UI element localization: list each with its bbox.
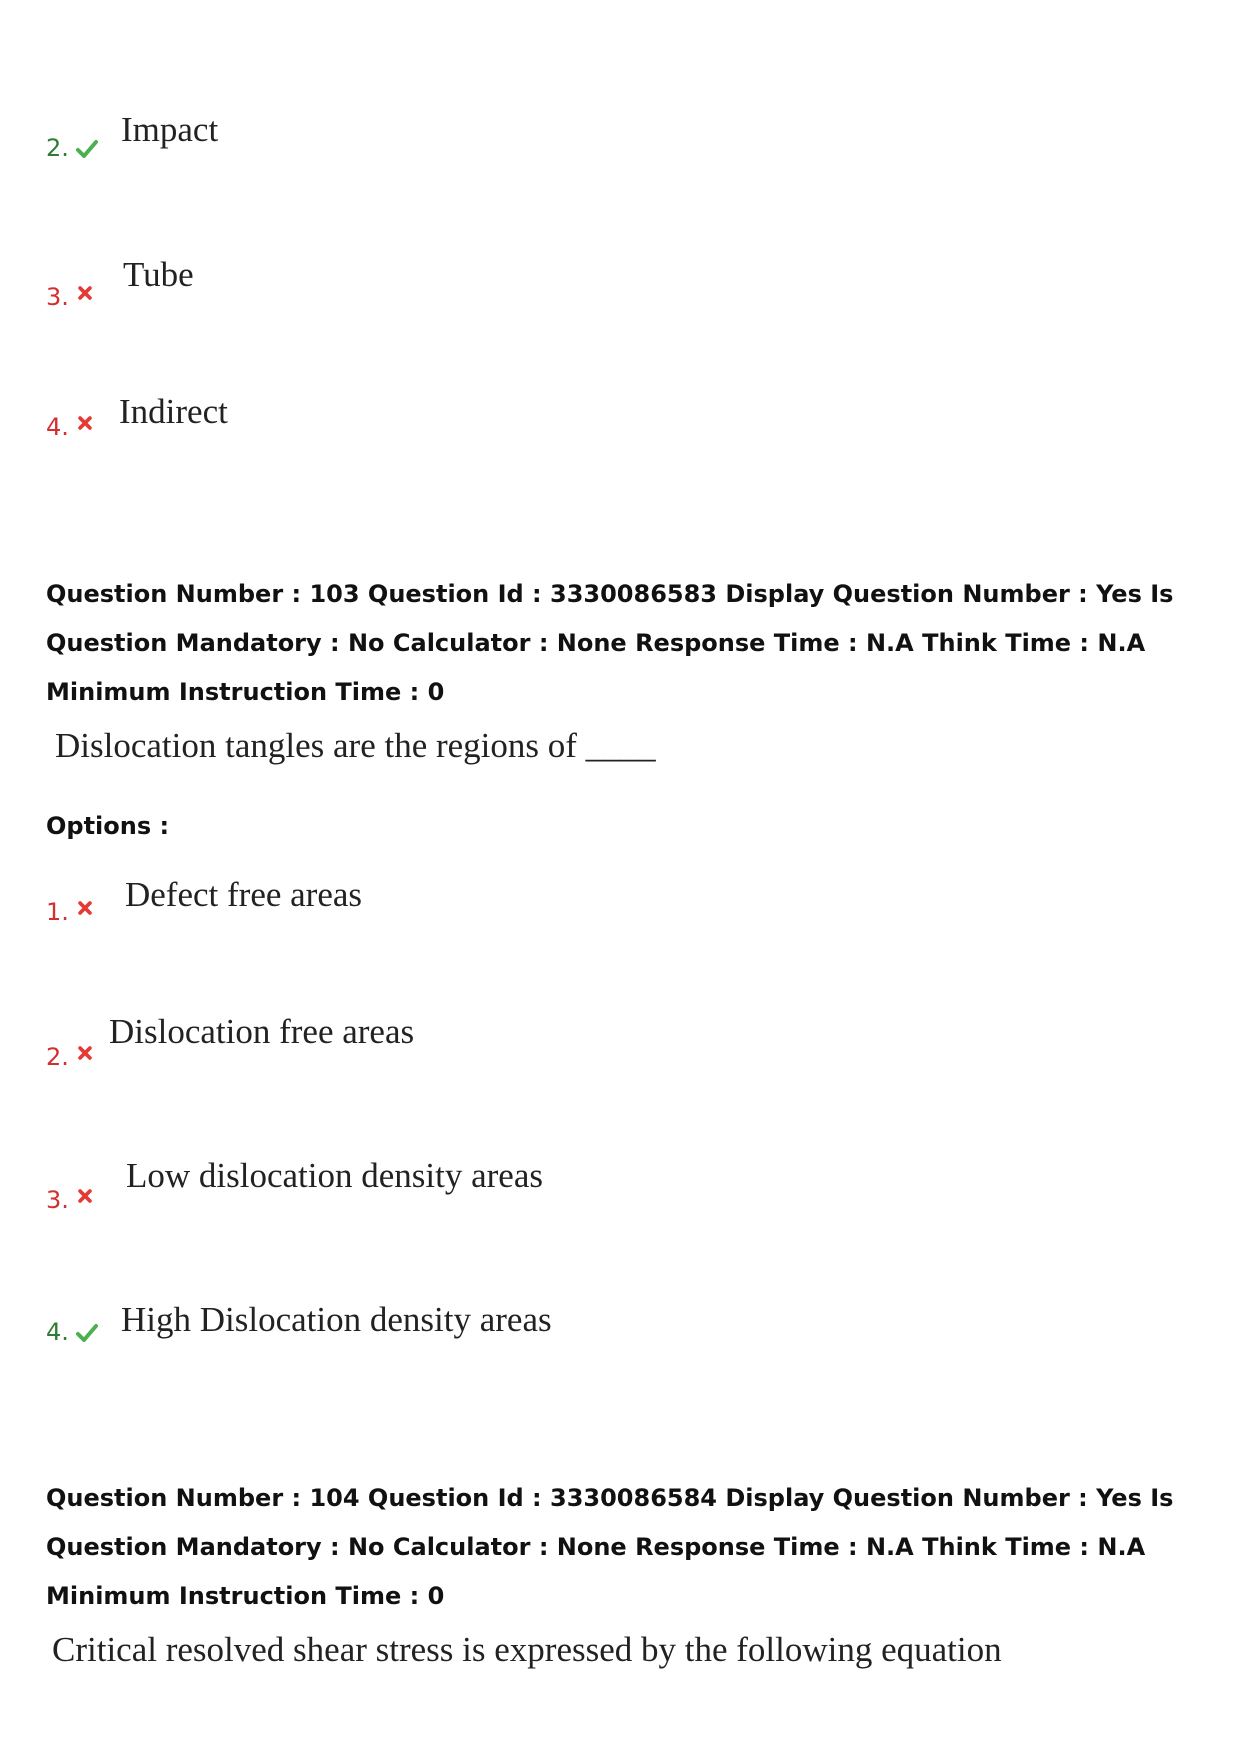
wrong-cross-icon [76, 284, 94, 302]
option-text: Dislocation free areas [109, 1012, 415, 1051]
question-meta: Question Number : 103 Question Id : 3330086583 Display Question Number : Yes Is Question Mandatory : No Calculator : None Response Time : N.A Think Time : N.A Minimum Instruction Time : 0 [46, 580, 1174, 706]
option-number: 1. [46, 898, 69, 926]
option-text: Tube [123, 255, 194, 294]
question-text: Dislocation tangles are the regions of ____ [55, 726, 656, 765]
correct-check-icon [76, 1322, 98, 1344]
question-text: Critical resolved shear stress is expressed by the following equation [52, 1630, 1002, 1669]
option-text: Defect free areas [125, 875, 363, 914]
option-number: 4. [46, 413, 69, 441]
option-number: 2. [46, 134, 69, 162]
option-text: Low dislocation density areas [126, 1156, 543, 1195]
option-text: Impact [121, 110, 219, 149]
option-number: 4. [46, 1318, 69, 1346]
wrong-cross-icon [76, 414, 94, 432]
wrong-cross-icon [76, 1044, 94, 1062]
option-number: 3. [46, 1186, 69, 1214]
wrong-cross-icon [76, 1187, 94, 1205]
option-number: 3. [46, 283, 69, 311]
question-meta: Question Number : 104 Question Id : 3330086584 Display Question Number : Yes Is Question Mandatory : No Calculator : None Response Time : N.A Think Time : N.A Minimum Instruction Time : 0 [46, 1484, 1174, 1610]
correct-check-icon [76, 138, 98, 160]
options-label: Options : [46, 812, 170, 840]
wrong-cross-icon [76, 899, 94, 917]
option-text: Indirect [119, 392, 228, 431]
option-text: High Dislocation density areas [121, 1300, 552, 1339]
option-number: 2. [46, 1043, 69, 1071]
